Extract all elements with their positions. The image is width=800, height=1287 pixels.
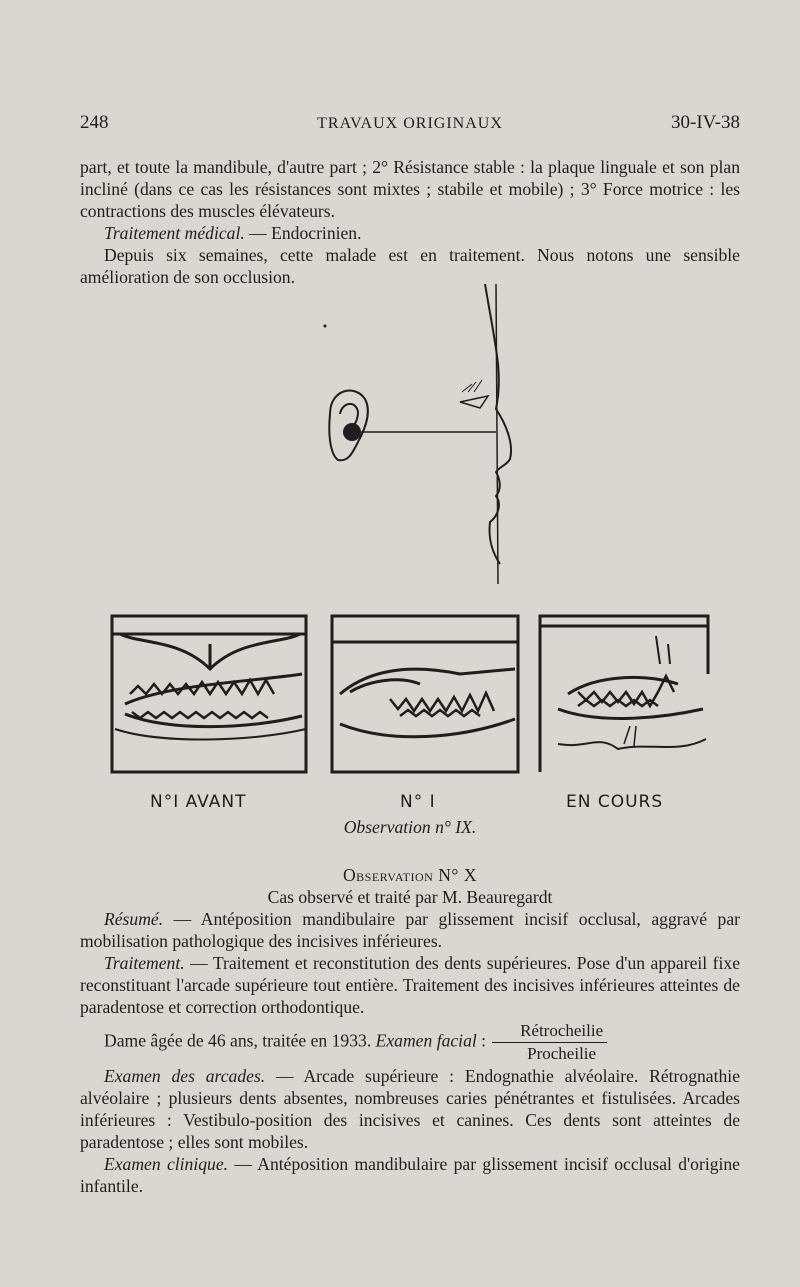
clinique-text: — Antéposition mandibulaire par glissement incisif occlusal d'origine infantile. xyxy=(80,1154,740,1196)
running-title: TRAVAUX ORIGINAUX xyxy=(317,115,503,132)
resume-text: — Antéposition mandibulaire par glissement incisif occlusal, aggravé par mobilisation pathologique des incisives inférieures. xyxy=(80,909,740,951)
figure-label-avant: N°I AVANT xyxy=(150,792,247,812)
traitement-text: — Traitement et reconstitution des dents supérieures. Pose d'un appareil fixe reconstituant l'arcade supérieure tout entière. Traitement des incisives inférieures atteintes de paradentose et correction orthodontique. xyxy=(80,953,740,1017)
figure-label-en-cours: EN COURS xyxy=(566,792,664,812)
arcades-label: Examen des arcades. xyxy=(104,1066,266,1086)
figure-label-number: N° I xyxy=(400,792,436,812)
clinique-label: Examen clinique. xyxy=(104,1154,229,1174)
running-header xyxy=(80,112,740,138)
patient-paragraph xyxy=(80,1020,740,1065)
colon: : xyxy=(476,1030,487,1051)
figure-caption: Observation n° IX. xyxy=(343,817,477,837)
dental-cast-panel-3 xyxy=(538,614,710,774)
page-number: 248 xyxy=(80,112,109,133)
patient-text: Dame âgée de 46 ans, traitée en 1933. xyxy=(104,1030,372,1051)
clinique-paragraph xyxy=(80,1153,740,1197)
traitement-label: Traitement. xyxy=(104,953,185,973)
resume-label: Résumé. xyxy=(104,909,164,929)
issue-date: 30-IV-38 xyxy=(671,112,740,133)
traitement-paragraph xyxy=(80,952,740,1018)
profile-illustration xyxy=(300,284,540,604)
observation-section xyxy=(80,864,740,1197)
treatment-paragraph xyxy=(80,222,740,244)
resume-paragraph xyxy=(80,908,740,952)
fraction-numerator: Rétrocheilie xyxy=(492,1020,607,1043)
treatment-label: Traitement médical. xyxy=(104,223,245,243)
arcades-paragraph xyxy=(80,1065,740,1153)
fraction-denominator: Procheilie xyxy=(527,1044,597,1063)
observation-heading: Observation N° X xyxy=(342,865,478,885)
dental-cast-panel-2 xyxy=(330,614,520,774)
dental-cast-panel-1 xyxy=(110,614,308,774)
intro-text xyxy=(80,156,740,288)
progress-paragraph: Depuis six semaines, cette malade est en traitement. Nous notons une sensible amélioration de son occlusion. xyxy=(80,245,740,287)
intro-paragraph: part, et toute la mandibule, d'autre part ; 2° Résistance stable : la plaque linguale et son plan incliné (dans ce cas les résistances sont mixtes ; stabile et mobile) ; 3° Force motrice : les contractions des muscles élévateurs. xyxy=(80,157,740,221)
examen-facial-label: Examen facial xyxy=(375,1030,477,1051)
treatment-text: — Endocrinien. xyxy=(244,223,362,243)
observation-subheading: Cas observé et traité par M. Beauregardt xyxy=(267,887,553,907)
arcades-text: — Arcade supérieure : Endognathie alvéolaire. Rétrognathie alvéolaire ; plusieurs dents absentes, nombreuses caries pénétrantes et fistulisées. Arcades inférieures : Vestibulo-position des incisives et canines. Ces dents sont atteintes de paradentose ; elles sont mobiles. xyxy=(80,1066,740,1152)
cheilie-fraction xyxy=(492,1020,607,1065)
